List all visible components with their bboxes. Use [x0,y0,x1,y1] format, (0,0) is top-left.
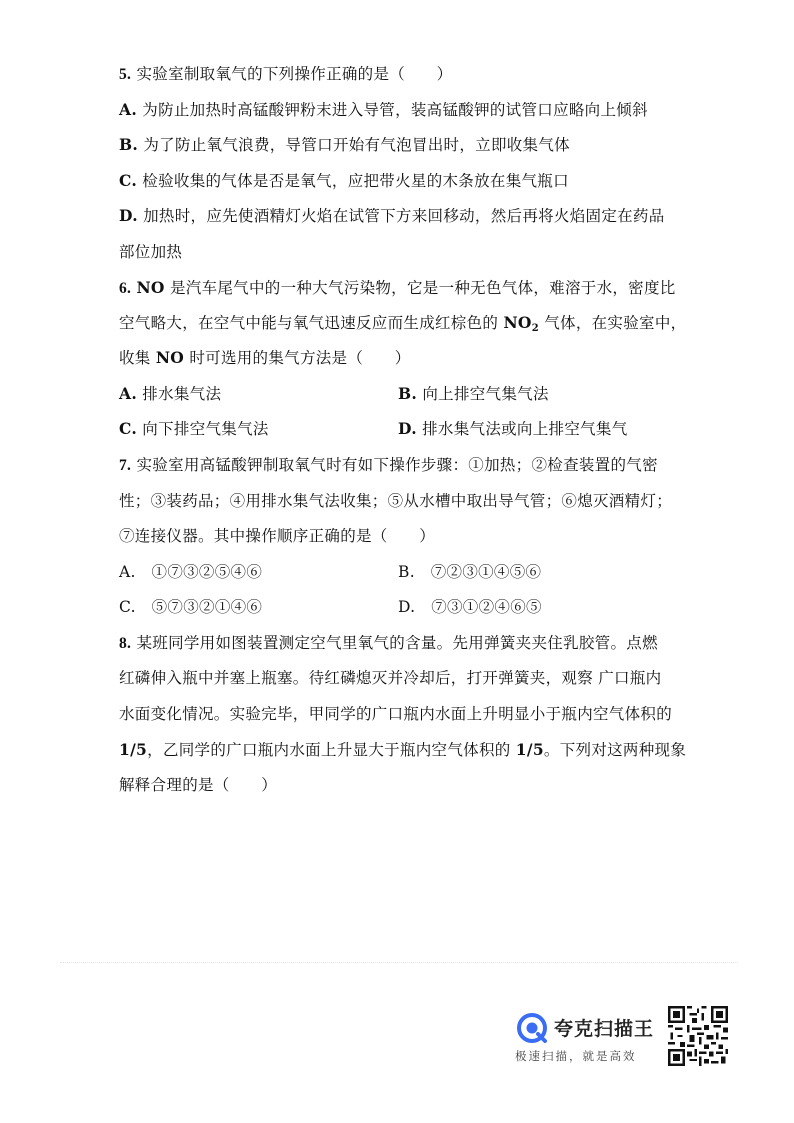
q8-stem-line5: 解释合理的是（ ） [119,776,278,794]
q7-option-c: C. ⑤⑦③②①④⑥ [119,598,263,616]
q6-option-d-key: D. [398,419,417,438]
q6-line1-text: 是汽车尾气中的一种大气污染物，它是一种无色气体，难溶于水，密度比 [169,279,676,297]
q6-no2-term [503,313,539,332]
q6-option-a-text: 排水集气法 [142,385,222,403]
q6-no2-subscript: 2 [531,323,539,334]
q5-option-b-text: 为了防止氧气浪费，导管口开始有气泡冒出时，立即收集气体 [143,136,570,154]
q8-stem-line4 [119,740,686,760]
brand-slogan: 极速扫描，就是高效 [515,1049,637,1063]
q6-line3-text: 收集 [119,349,151,367]
q8-line4-end: 。下列对这两种现象 [543,741,687,759]
q6-option-b-key: B. [398,384,418,403]
q5-number: 5. [119,66,132,83]
q5-option-c-text: 检验收集的气体是否是氧气，应把带火星的木条放在集气瓶口 [142,172,569,190]
q8-fraction-1: 1/5 [119,740,148,759]
q6-option-d-text: 排水集气法或向上排空气集气 [422,420,628,438]
q8-fraction-2: 1/5 [515,740,544,759]
q6-option-b [398,384,549,404]
q7-number: 7. [119,457,132,474]
q5-option-b-key: B. [119,135,139,154]
q7-stem-line2: 性；③装药品；④用排水集气法收集；⑤从水槽中取出导气管；⑥熄灭酒精灯； [119,492,673,510]
q7-option-d: D. ⑦③①②④⑥⑤ [398,598,542,616]
q5-option-d [119,206,665,226]
q7-line1-text: 实验室用高锰酸钾制取氧气时有如下操作步骤：①加热；②检查装置的气密 [136,456,658,474]
quark-logo-icon [516,1012,548,1044]
q6-no2-base: NO [503,313,532,332]
q6-line2-text: 空气略大，在空气中能与氧气迅速反应而生成红棕色的 [119,314,499,332]
q8-line1-text: 某班同学用如图装置测定空气里氧气的含量。先用弹簧夹夹住乳胶管。点燃 [136,634,658,652]
q7-stem-line1 [119,455,658,476]
q6-stem-line3 [119,348,411,368]
q6-option-c [119,419,269,439]
q6-line3-end: 时可选用的集气方法是（ ） [189,349,411,367]
brand-name: 夸克扫描王 [554,1018,655,1040]
q6-option-a-key: A. [119,384,138,403]
q8-number: 8. [119,635,132,652]
q8-stem-line3: 水面变化情况。实验完毕，甲同学的广口瓶内水面上升明显小于瓶内空气体积的 [119,705,673,723]
qr-code-icon [668,1006,728,1066]
q7-option-b: B. ⑦②③①④⑤⑥ [398,563,542,581]
q7-option-a: A. ①⑦③②⑤④⑥ [119,563,263,581]
q5-stem-text: 实验室制取氧气的下列操作正确的是（ ） [136,65,453,83]
q8-stem-line1 [119,633,658,654]
q5-option-a-text: 为防止加热时高锰酸钾粉末进入导管，装高锰酸钾的试管口应略向上倾斜 [142,101,648,119]
q5-option-b [119,135,570,155]
q6-number: 6. [119,280,132,297]
scanner-watermark [512,1010,662,1070]
q5-option-a-key: A. [119,100,138,119]
q5-option-c [119,171,569,191]
q5-option-c-key: C. [119,171,138,190]
footer-divider [60,962,738,963]
q6-no-term: NO [136,278,165,297]
q8-line4-text: ，乙同学的广口瓶内水面上升显大于瓶内空气体积的 [147,741,511,759]
q5-option-d-cont: 部位加热 [119,243,183,261]
q6-option-c-key: C. [119,419,138,438]
q5-option-a [119,100,648,120]
q6-stem-line1 [119,278,676,299]
q5-option-d-key: D. [119,206,138,225]
q6-option-a [119,384,221,404]
q7-stem-line3: ⑦连接仪器。其中操作顺序正确的是（ ） [119,527,436,545]
q6-stem-line2 [119,313,686,339]
q6-option-d [398,419,628,439]
q6-no-term-2: NO [155,348,185,367]
q5-option-d-text: 加热时，应先使酒精灯火焰在试管下方来回移动，然后再将火焰固定在药品 [143,207,665,225]
q6-line2-end: 气体，在实验室中， [544,314,687,332]
q6-option-c-text: 向下排空气集气法 [142,420,269,438]
q5-stem [119,64,452,85]
q6-option-b-text: 向上排空气集气法 [422,385,549,403]
q8-stem-line2: 红磷伸入瓶中并塞上瓶塞。待红磷熄灭并冷却后，打开弹簧夹，观察 广口瓶内 [119,669,662,687]
